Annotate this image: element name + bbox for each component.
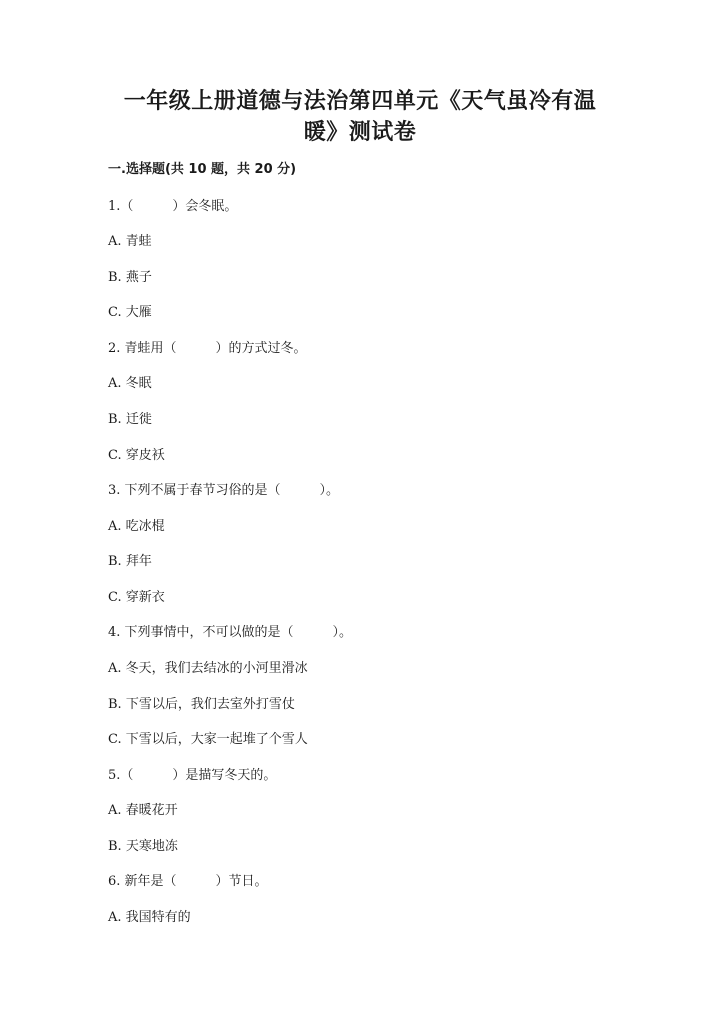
question-6: 6. 新年是（ ）节日。 <box>108 874 268 889</box>
question-1: 1.（ ）会冬眠。 <box>108 199 238 214</box>
exam-title-line-1: 一年级上册道德与法治第四单元《天气虽冷有温 <box>123 89 597 114</box>
q5-option-b: B. 天寒地冻 <box>108 839 178 854</box>
q1-option-b: B. 燕子 <box>108 270 152 285</box>
section-heading: 一.选择题(共 10 题，共 20 分) <box>108 162 297 177</box>
exam-title <box>110 86 610 148</box>
exam-title-line-2: 暖》测试卷 <box>303 120 417 145</box>
q4-option-b: B. 下雪以后，我们去室外打雪仗 <box>108 697 295 712</box>
q3-option-a: A. 吃冰棍 <box>108 519 165 534</box>
q3-option-c: C. 穿新衣 <box>108 590 165 605</box>
question-2: 2. 青蛙用（ ）的方式过冬。 <box>108 341 307 356</box>
q1-option-a: A. 青蛙 <box>108 234 152 249</box>
question-5: 5.（ ）是描写冬天的。 <box>108 768 277 783</box>
q4-option-a: A. 冬天，我们去结冰的小河里滑冰 <box>108 661 308 676</box>
q4-option-c: C. 下雪以后，大家一起堆了个雪人 <box>108 732 308 747</box>
q2-option-c: C. 穿皮袄 <box>108 448 165 463</box>
q1-option-c: C. 大雁 <box>108 305 152 320</box>
q3-option-b: B. 拜年 <box>108 554 152 569</box>
q6-option-a: A. 我国特有的 <box>108 910 191 925</box>
question-4: 4. 下列事情中，不可以做的是（ ）。 <box>108 625 353 640</box>
question-3: 3. 下列不属于春节习俗的是（ ）。 <box>108 483 340 498</box>
q5-option-a: A. 春暖花开 <box>108 803 178 818</box>
q2-option-b: B. 迁徙 <box>108 412 152 427</box>
q2-option-a: A. 冬眠 <box>108 376 152 391</box>
